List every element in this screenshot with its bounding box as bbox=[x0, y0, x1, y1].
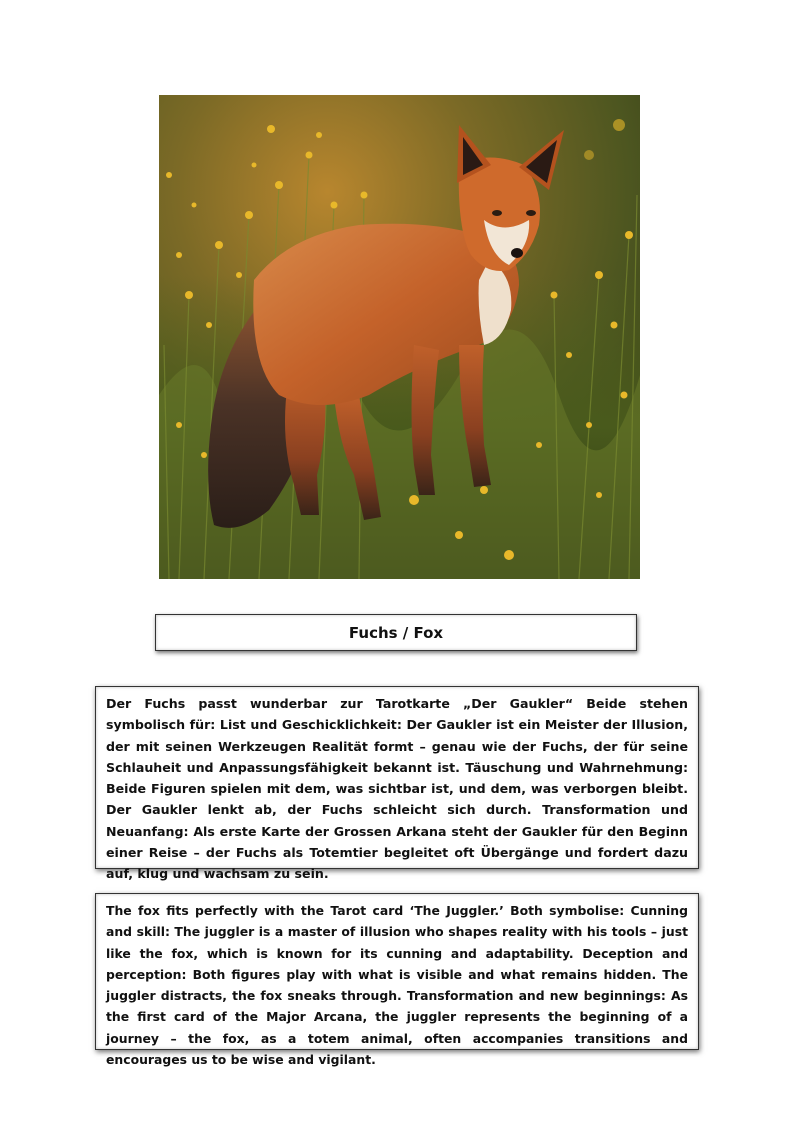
fox-photo bbox=[159, 95, 640, 579]
page-title: Fuchs / Fox bbox=[348, 623, 444, 642]
english-text-box bbox=[95, 893, 699, 1068]
title-box bbox=[155, 614, 637, 651]
german-text-box bbox=[95, 686, 699, 882]
fox-icon bbox=[159, 95, 640, 579]
english-paragraph: The fox fits perfectly with the Tarot card ‘The Juggler.’ Both symbolise: Cunning and skill: The juggler is a master of illusion who shapes reality with his tools – just like the fox, which is known for its cunning and adaptability. Deception and perception: Both figures play with what is visible and what remains hidden. The juggler distracts, the fox sneaks through. Transformation and new beginnings: As the first card of the Major Arcana, the juggler represents the beginning of a journey – the fox, as a totem animal, often accompanies transitions and encourages us to be wise and vigilant. bbox=[106, 903, 688, 1068]
german-paragraph: Der Fuchs passt wunderbar zur Tarotkarte „Der Gaukler“ Beide stehen symbolisch für: List und Geschicklichkeit: Der Gaukler ist ein Meister der Illusion, der mit seinen Werkzeugen Realität formt – genau wie der Fuchs, der für seine Schlauheit und Anpassungsfähigkeit bekannt ist. Täuschung und Wahrnehmung: Beide Figuren spielen mit dem, was sichtbar ist, und dem, was verborgen bleibt. Der Gaukler lenkt ab, der Fuchs schleicht sich durch. Transformation und Neuanfang: Als erste Karte der Grossen Arkana steht der Gaukler für den Beginn einer Reise – der Fuchs als Totemtier begleitet oft Übergänge und fordert dazu auf, klug und wachsam zu sein. bbox=[106, 696, 688, 882]
